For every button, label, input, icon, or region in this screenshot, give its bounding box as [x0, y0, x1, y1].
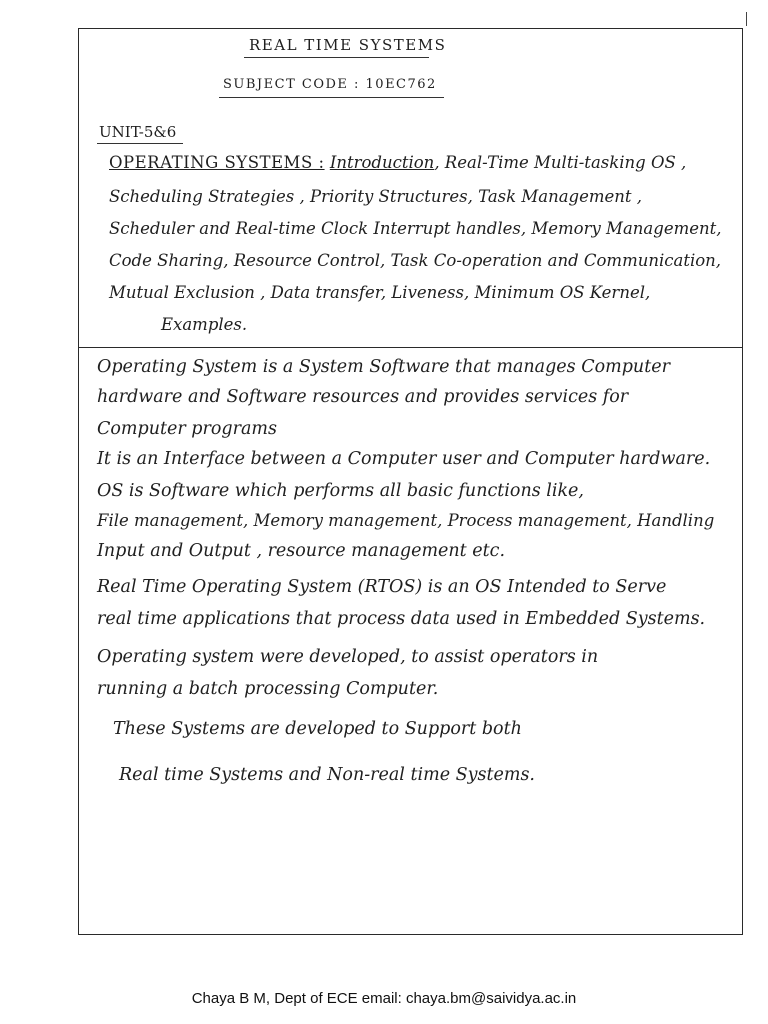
note-line-4: It is an Interface between a Computer user and Computer hardware.	[97, 449, 711, 469]
subject-code: SUBJECT CODE : 10EC762	[223, 77, 437, 92]
syllabus-line-6: Examples.	[161, 315, 248, 334]
note-line-5: OS is Software which performs all basic functions like,	[97, 481, 584, 501]
syllabus-heading: OPERATING SYSTEMS :	[109, 153, 325, 172]
notes-page-frame	[78, 28, 743, 935]
syllabus-intro: Introduction	[329, 153, 435, 172]
note-line-2: hardware and Software resources and provides services for	[97, 387, 629, 407]
note-line-13: Real time Systems and Non-real time Systems.	[119, 765, 535, 785]
note-line-1: Operating System is a System Software that manages Computer	[97, 357, 670, 377]
subject-code-underline	[219, 97, 444, 98]
note-line-7: Input and Output , resource management etc.	[97, 541, 506, 561]
page-footer: Chaya B M, Dept of ECE email: chaya.bm@saividya.ac.in	[191, 990, 577, 1007]
note-line-9: real time applications that process data used in Embedded Systems.	[97, 609, 706, 629]
syllabus-line-1-rest: , Real-Time Multi-tasking OS ,	[434, 153, 687, 172]
section-divider	[79, 347, 742, 348]
note-line-8: Real Time Operating System (RTOS) is an OS Intended to Serve	[97, 577, 667, 597]
note-line-12: These Systems are developed to Support both	[113, 719, 522, 739]
syllabus-line-4: Code Sharing, Resource Control, Task Co-operation and Communication,	[109, 251, 722, 270]
page-edge-mark	[746, 12, 747, 26]
title-underline	[244, 57, 429, 58]
unit-underline	[97, 143, 183, 144]
syllabus-line-3: Scheduler and Real-time Clock Interrupt handles, Memory Management,	[109, 219, 722, 238]
note-line-10: Operating system were developed, to assist operators in	[97, 647, 599, 667]
note-line-11: running a batch processing Computer.	[97, 679, 439, 699]
note-line-6: File management, Memory management, Process management, Handling	[97, 511, 715, 530]
syllabus-line-2: Scheduling Strategies , Priority Structures, Task Management ,	[109, 187, 643, 206]
syllabus-line-1	[109, 153, 686, 172]
syllabus-line-5: Mutual Exclusion , Data transfer, Liveness, Minimum OS Kernel,	[109, 283, 651, 302]
note-line-3: Computer programs	[97, 419, 277, 439]
page-title: REAL TIME SYSTEMS	[249, 36, 447, 54]
unit-label: UNIT-5&6	[99, 123, 177, 141]
